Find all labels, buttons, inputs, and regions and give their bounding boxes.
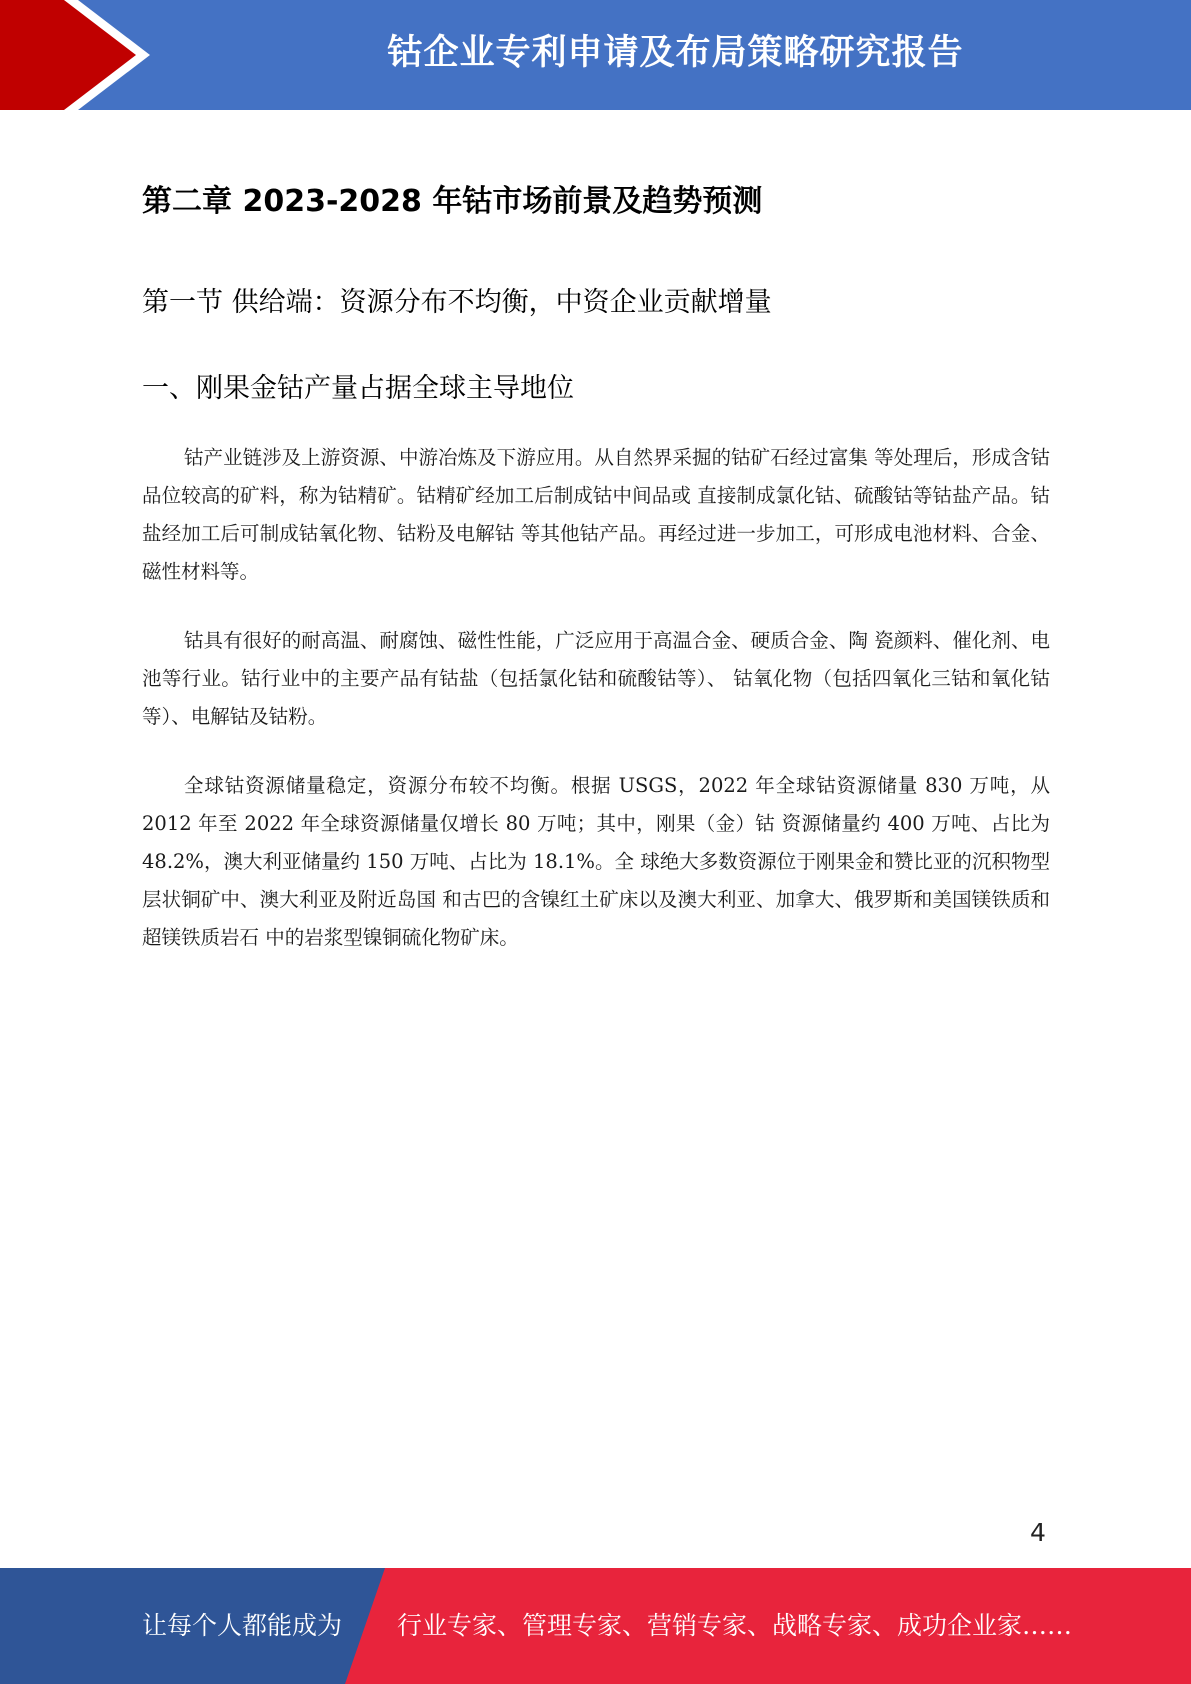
header-chevron-decoration (0, 0, 160, 110)
page-number: 4 (1030, 1518, 1046, 1547)
footer-slogan-roles: 行业专家、管理专家、营销专家、战略专家、成功企业家…… (397, 1611, 1073, 1640)
page-footer (0, 1568, 1191, 1684)
footer-slogan-lead: 让每个人都能成为 (142, 1611, 343, 1640)
section-title: 第一节 供给端：资源分布不均衡，中资企业贡献增量 (142, 287, 772, 318)
body-paragraph: 钴产业链涉及上游资源、中游冶炼及下游应用。从自然界采掘的钴矿石经过富集 等处理后，形成含钴品位较高的矿料，称为钴精矿。钴精矿经加工后制成钴中间品或 直接制成氯化钴、硫酸钴等钴盐产品。钴盐经加工后可制成钴氧化物、钴粉及电解钴 等其他钴产品。再经过进一步加工，可形成电池材料、合金、磁性材料等。 (142, 446, 1050, 583)
subsection-title: 一、刚果金钴产量占据全球主导地位 (142, 373, 574, 404)
body-paragraph: 钴具有很好的耐高温、耐腐蚀、磁性性能，广泛应用于高温合金、硬质合金、陶 瓷颜料、催化剂、电池等行业。钴行业中的主要产品有钴盐（包括氯化钴和硫酸钴等）、 钴氧化物（包括四氧化三钴和氧化钴等）、电解钴及钴粉。 (142, 629, 1050, 728)
page-header (0, 0, 1191, 110)
chevron-red-shape (0, 0, 136, 110)
chapter-title: 第二章 2023-2028 年钴市场前景及趋势预测 (142, 184, 763, 219)
report-title: 钴企业专利申请及布局策略研究报告 (387, 33, 964, 73)
body-paragraph: 全球钴资源储量稳定，资源分布较不均衡。根据 USGS，2022 年全球钴资源储量 830 万吨，从 2012 年至 2022 年全球资源储量仅增长 80 万吨；其中，刚果（金）钴 资源储量约 400 万吨、占比为 48.2%，澳大利亚储量约 150 万吨、占比为 18.1%。全 球绝大多数资源位于刚果金和赞比亚的沉积物型层状铜矿中、澳大利亚及附近岛国 和古巴的含镍红土矿床以及澳大利亚、加拿大、俄罗斯和美国镁铁质和超镁铁质岩石 中的岩浆型镍铜硫化物矿床。 (142, 774, 1050, 949)
